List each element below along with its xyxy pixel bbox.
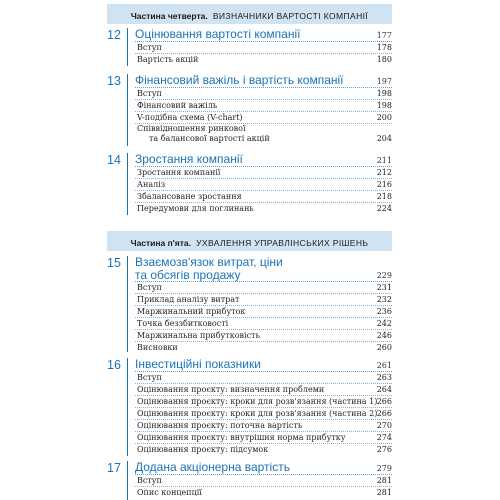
entry-title: Вступ [137, 283, 162, 292]
entry-page: 281 [376, 476, 392, 485]
toc-entry[interactable] [135, 294, 392, 306]
toc-entry[interactable] [135, 487, 392, 499]
chapter-page: 279 [376, 464, 392, 473]
entry-title: Вартість акцій [137, 55, 199, 64]
entry-title: Фінансовий важіль [137, 101, 218, 110]
entry-page: 198 [376, 89, 392, 98]
chapter-12 [107, 28, 392, 66]
entry-title: Оцінювання проєкту: визначення проблеми [137, 385, 325, 394]
chapter-17 [107, 461, 392, 500]
entry-title: Вступ [137, 43, 162, 52]
chapter-number: 15 [107, 256, 121, 270]
toc-entry[interactable] [135, 42, 392, 54]
entry-page: 216 [376, 180, 392, 189]
entry-page: 200 [376, 113, 392, 122]
entry-title: Оцінювання проєкту: кроки для розв'язання (частина 1) [137, 397, 378, 406]
chapter-13 [107, 74, 392, 146]
entry-page: 198 [376, 101, 392, 110]
chapter-title[interactable]: Фінансовий важіль і вартість компанії [135, 73, 344, 87]
chapter-16 [107, 358, 392, 456]
entry-page: 260 [376, 343, 392, 352]
toc-entry[interactable] [135, 112, 392, 124]
toc-entry[interactable] [135, 100, 392, 112]
toc-entry[interactable] [135, 475, 392, 487]
part-label: Частина п'ята. [130, 238, 191, 248]
entry-title: V-подібна схема (V-chart) [137, 113, 243, 122]
part-label: Частина четверта. [130, 11, 208, 21]
entry-page: 276 [376, 445, 392, 454]
toc-entry[interactable] [135, 330, 392, 342]
chapter-number: 17 [107, 461, 121, 475]
entry-page: 204 [376, 134, 392, 143]
entry-page: 236 [376, 307, 392, 316]
chapter-page: 177 [376, 31, 392, 40]
entry-title: Передумови для поглинань [137, 204, 254, 213]
entry-page: 246 [376, 331, 392, 340]
toc-entry[interactable] [135, 444, 392, 456]
toc-entry[interactable] [135, 88, 392, 100]
entry-page: 232 [376, 295, 392, 304]
chapter-title[interactable]: Інвестиційні показники [135, 357, 261, 371]
chapter-page: 261 [376, 361, 392, 370]
chapter-divider [127, 28, 128, 66]
entry-title: Оцінювання проєкту: підсумок [137, 445, 269, 454]
entry-page: 281 [376, 488, 392, 497]
toc-entry[interactable] [135, 54, 392, 66]
entry-page: 264 [376, 385, 392, 394]
entry-title: Оцінювання проєкту: поточна вартість [137, 421, 303, 430]
toc-entry[interactable] [135, 179, 392, 191]
chapter-title[interactable]: Зростання компанії [135, 152, 243, 166]
chapter-page: 211 [376, 156, 392, 165]
entry-page: 212 [376, 168, 392, 177]
chapter-divider [127, 461, 128, 500]
toc-entry[interactable] [135, 191, 392, 203]
entry-title: Співвідношення ринкової [137, 124, 246, 133]
entry-title: Оцінювання проєкту: кроки для розв'язання (частина 2) [137, 409, 378, 418]
chapter-divider [127, 74, 128, 146]
entry-title: Маржинальний прибуток [137, 307, 246, 316]
toc-entry[interactable] [135, 282, 392, 294]
entry-title: Аналіз [137, 180, 166, 189]
chapter-divider [127, 153, 128, 215]
part-header [107, 4, 392, 24]
chapter-title[interactable]: Оцінювання вартості компанії [135, 27, 301, 41]
chapter-number: 16 [107, 358, 121, 372]
entry-page: 218 [376, 192, 392, 201]
toc-entry[interactable] [135, 396, 392, 408]
part-title: УХВАЛЕННЯ УПРАВЛІНСЬКИХ РІШЕНЬ [196, 238, 369, 248]
entry-page: 180 [376, 55, 392, 64]
entry-page: 266 [376, 409, 392, 418]
chapter-14 [107, 153, 392, 215]
toc-entry[interactable] [135, 318, 392, 330]
entry-title: Точка беззбитковості [137, 319, 229, 328]
entry-page: 274 [376, 433, 392, 442]
entry-title: Опис концепції [137, 488, 202, 497]
entry-title: Вступ [137, 89, 162, 98]
entry-page: 224 [376, 204, 392, 213]
chapter-title[interactable]: Взаємозв'язок витрат, ціни [135, 255, 283, 269]
entry-title: Зростання компанії [137, 168, 221, 177]
entry-title-cont: та балансової вартості акцій [149, 134, 270, 143]
toc-entry[interactable] [135, 167, 392, 179]
toc-entry[interactable] [135, 420, 392, 432]
entry-title: Висновки [137, 343, 178, 352]
chapter-title-cont: та обсягів продажу [135, 268, 241, 282]
toc-entry[interactable] [135, 124, 392, 146]
entry-title: Маржинальна прибутковість [137, 331, 260, 340]
entry-title: Оцінювання проєкту: внутрішня норма прибутку [137, 433, 346, 442]
entry-page: 263 [376, 373, 392, 382]
toc-entry[interactable] [135, 408, 392, 420]
entry-page: 270 [376, 421, 392, 430]
entry-title: Збалансоване зростання [137, 192, 242, 201]
chapter-title[interactable]: Додана акціонерна вартість [135, 460, 290, 474]
chapter-page: 197 [376, 77, 392, 86]
toc-entry[interactable] [135, 203, 392, 215]
toc-entry[interactable] [135, 342, 392, 354]
entry-page: 242 [376, 319, 392, 328]
chapter-number: 12 [107, 28, 121, 42]
chapter-divider [127, 358, 128, 456]
part-header [107, 231, 392, 251]
part-title: ВИЗНАЧНИКИ ВАРТОСТІ КОМПАНІЇ [212, 11, 369, 21]
entry-page: 266 [376, 397, 392, 406]
chapter-number: 14 [107, 153, 121, 167]
toc-entry[interactable] [135, 372, 392, 384]
entry-page: 231 [376, 283, 392, 292]
toc-entry[interactable] [135, 384, 392, 396]
entry-title: Вступ [137, 476, 162, 485]
entry-title: Приклад аналізу витрат [137, 295, 240, 304]
entry-page: 178 [376, 43, 392, 52]
entry-title: Вступ [137, 373, 162, 382]
chapter-15 [107, 256, 392, 352]
chapter-divider [127, 256, 128, 352]
toc-entry[interactable] [135, 306, 392, 318]
chapter-number: 13 [107, 74, 121, 88]
chapter-page: 229 [376, 271, 392, 280]
toc-entry[interactable] [135, 432, 392, 444]
